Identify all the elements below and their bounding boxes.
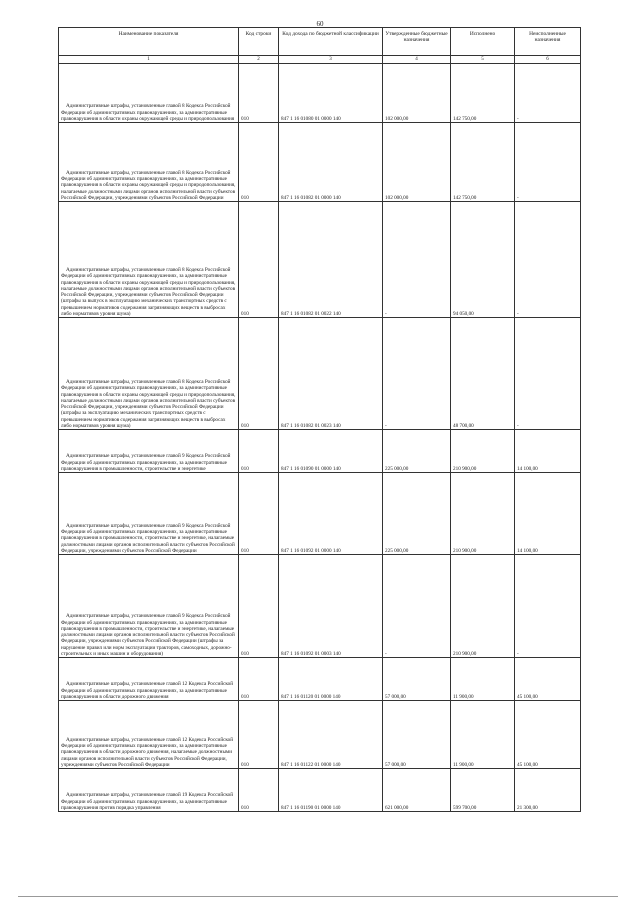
table-row bbox=[59, 701, 581, 769]
indicator-name: Административные штрафы, установленные главой 9 Кодекса Российской Федерации об административных правонарушениях, за административные правонарушения в промышленности, строительстве и энергетике bbox=[59, 430, 239, 473]
unexecuted-amount: - bbox=[515, 202, 581, 318]
income-code: 847 1 16 01082 01 0022 140 bbox=[279, 202, 383, 318]
income-code: 847 1 16 01120 01 0000 140 bbox=[279, 658, 383, 701]
budget-execution-table bbox=[58, 27, 581, 812]
unexecuted-amount: - bbox=[515, 64, 581, 123]
executed-amount: 48 700,00 bbox=[451, 318, 515, 430]
income-code: 847 1 16 01092 01 0003 140 bbox=[279, 555, 383, 658]
executed-amount: 11 900,00 bbox=[451, 658, 515, 701]
executed-amount: 210 900,00 bbox=[451, 555, 515, 658]
indicator-name: Административные штрафы, установленные главой 12 Кодекса Российской Федерации об административных правонарушениях, за административные правонарушения в области дорожного движения bbox=[59, 658, 239, 701]
approved-amount: 57 000,00 bbox=[383, 701, 451, 769]
table-row bbox=[59, 658, 581, 701]
table-row bbox=[59, 202, 581, 318]
approved-amount: - bbox=[383, 202, 451, 318]
executed-amount: 599 700,00 bbox=[451, 769, 515, 812]
table-row bbox=[59, 318, 581, 430]
header-unexecuted: Неисполненные назначения bbox=[515, 28, 581, 56]
approved-amount: 225 000,00 bbox=[383, 430, 451, 473]
executed-amount: 142 750,00 bbox=[451, 64, 515, 123]
line-code: 010 bbox=[239, 202, 279, 318]
line-code: 010 bbox=[239, 658, 279, 701]
approved-amount: - bbox=[383, 318, 451, 430]
column-index: 3 bbox=[279, 56, 383, 64]
indicator-name: Административные штрафы, установленные главой 8 Кодекса Российской Федерации об административных правонарушениях, за административные правонарушения в области охраны окружающей среды и природопользования, налагаемые должностными лицами органов исполнительной власти субъектов Российской Федерации, учреждениями субъектов Российской Федерации (штрафы за выпуск в эксплуатацию механических транспортных средств с превышением нормативов содержания загрязняющих веществ в выбросах либо нормативов уровня шума) bbox=[59, 202, 239, 318]
column-index: 2 bbox=[239, 56, 279, 64]
unexecuted-amount: - bbox=[515, 555, 581, 658]
table-row bbox=[59, 769, 581, 812]
column-index: 4 bbox=[383, 56, 451, 64]
indicator-name: Административные штрафы, установленные главой 8 Кодекса Российской Федерации об административных правонарушениях, за административные правонарушения в области охраны окружающей среды и природопользования, налагаемые должностными лицами органов исполнительной власти субъектов Российской Федерации, учреждениями субъектов Российской Федерации bbox=[59, 123, 239, 202]
approved-amount: 102 000,00 bbox=[383, 64, 451, 123]
unexecuted-amount: 14 100,00 bbox=[515, 430, 581, 473]
column-index: 1 bbox=[59, 56, 239, 64]
approved-amount: 621 000,00 bbox=[383, 769, 451, 812]
table-row bbox=[59, 473, 581, 555]
income-code: 847 1 16 01090 01 0000 140 bbox=[279, 430, 383, 473]
executed-amount: 11 900,00 bbox=[451, 701, 515, 769]
table-row bbox=[59, 64, 581, 123]
line-code: 010 bbox=[239, 123, 279, 202]
unexecuted-amount: 21 300,00 bbox=[515, 769, 581, 812]
income-code: 847 1 16 01080 01 0000 140 bbox=[279, 64, 383, 123]
line-code: 010 bbox=[239, 473, 279, 555]
indicator-name: Административные штрафы, установленные главой 8 Кодекса Российской Федерации об административных правонарушениях, за административные правонарушения в области охраны окружающей среды и природопользования bbox=[59, 64, 239, 123]
executed-amount: 210 900,00 bbox=[451, 430, 515, 473]
header-income-code: Код дохода по бюджетной классификации bbox=[279, 28, 383, 56]
unexecuted-amount: 45 100,00 bbox=[515, 701, 581, 769]
header-line-code: Код строки bbox=[239, 28, 279, 56]
indicator-name: Административные штрафы, установленные главой 12 Кодекса Российской Федерации об административных правонарушениях, за административные правонарушения в области дорожного движения, налагаемые должностными лицами органов исполнительной власти субъектов Российской Федерации, учреждениями субъектов Российской Федерации bbox=[59, 701, 239, 769]
line-code: 010 bbox=[239, 318, 279, 430]
approved-amount: 102 000,00 bbox=[383, 123, 451, 202]
line-code: 010 bbox=[239, 701, 279, 769]
unexecuted-amount: 45 100,00 bbox=[515, 658, 581, 701]
header-executed: Исполнено bbox=[451, 28, 515, 56]
page-bottom-rule bbox=[18, 896, 618, 897]
income-code: 847 1 16 01122 01 0000 140 bbox=[279, 701, 383, 769]
page-number: 60 bbox=[316, 20, 324, 28]
indicator-name: Административные штрафы, установленные главой 19 Кодекса Российской Федерации об административных правонарушениях, за административные правонарушения против порядка управления bbox=[59, 769, 239, 812]
approved-amount: 57 000,00 bbox=[383, 658, 451, 701]
income-code: 847 1 16 01190 01 0000 140 bbox=[279, 769, 383, 812]
indicator-name: Административные штрафы, установленные главой 8 Кодекса Российской Федерации об административных правонарушениях, за административные правонарушения в области охраны окружающей среды и природопользования, налагаемые должностными лицами органов исполнительной власти субъектов Российской Федерации, учреждениями субъектов Российской Федерации (штрафы за эксплуатацию механических транспортных средств с превышением нормативов содержания загрязняющих веществ в выбросах либо нормативов уровня шума) bbox=[59, 318, 239, 430]
column-index: 6 bbox=[515, 56, 581, 64]
executed-amount: 142 750,00 bbox=[451, 123, 515, 202]
line-code: 010 bbox=[239, 769, 279, 812]
indicator-name: Административные штрафы, установленные главой 9 Кодекса Российской Федерации об административных правонарушениях, за административные правонарушения в промышленности, строительстве и энергетике, налагаемые должностными лицами органов исполнительной власти субъектов Российской Федерации, учреждениями субъектов Российской Федерации bbox=[59, 473, 239, 555]
unexecuted-amount: - bbox=[515, 318, 581, 430]
executed-amount: 94 050,00 bbox=[451, 202, 515, 318]
income-code: 847 1 16 01082 01 0000 140 bbox=[279, 123, 383, 202]
line-code: 010 bbox=[239, 430, 279, 473]
table-row bbox=[59, 123, 581, 202]
header-row bbox=[59, 28, 581, 56]
indicator-name: Административные штрафы, установленные главой 9 Кодекса Российской Федерации об административных правонарушениях, за административные правонарушения в промышленности, строительстве и энергетике, налагаемые должностными лицами органов исполнительной власти субъектов Российской Федерации, учреждениями субъектов Российской Федерации (штрафы за нарушение правил или норм эксплуатации тракторов, самоходных, дорожно-строительных и иных машин и оборудования) bbox=[59, 555, 239, 658]
line-code: 010 bbox=[239, 64, 279, 123]
unexecuted-amount: - bbox=[515, 123, 581, 202]
header-indicator-name: Наименование показателя bbox=[59, 28, 239, 56]
column-index: 5 bbox=[451, 56, 515, 64]
table-row bbox=[59, 430, 581, 473]
unexecuted-amount: 14 100,00 bbox=[515, 473, 581, 555]
executed-amount: 210 900,00 bbox=[451, 473, 515, 555]
income-code: 847 1 16 01082 01 0023 140 bbox=[279, 318, 383, 430]
header-approved: Утвержденные бюджетные назначения bbox=[383, 28, 451, 56]
table-row bbox=[59, 555, 581, 658]
approved-amount: - bbox=[383, 555, 451, 658]
line-code: 010 bbox=[239, 555, 279, 658]
column-index-row bbox=[59, 56, 581, 64]
income-code: 847 1 16 01092 01 0000 140 bbox=[279, 473, 383, 555]
approved-amount: 225 000,00 bbox=[383, 473, 451, 555]
